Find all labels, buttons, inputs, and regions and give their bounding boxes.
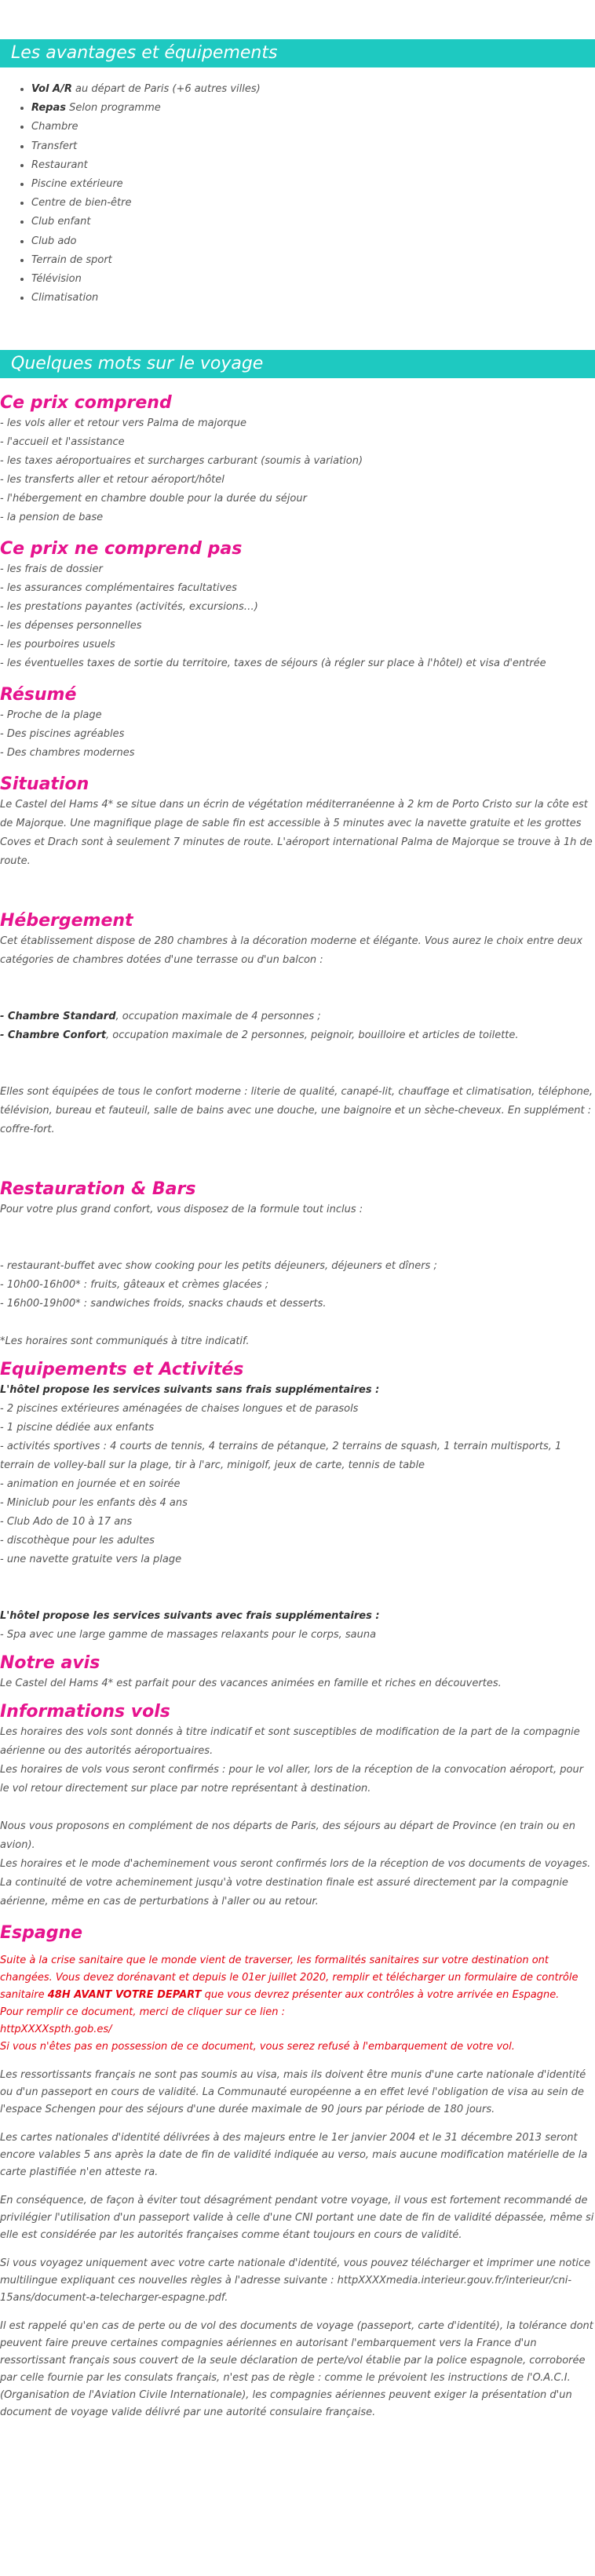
espagne-p5: Il est rappelé qu'en cas de perte ou de vol des documents de voyage (passeport, carte d'identité), la tolérance dont peuvent faire preuve certaines compagnies aériennes en autorisant l'embarquement vers la France d'un ressortissant français sous couvert de la seule déclaration de perte/vol établie par la police espagnole, corroborée par celle fournie par les consulats français, n'est pas de règle : comme le prévoient les instructions de l'O.A.C.I. (Organisation de l'Aviation Civile Internationale), les compagnies aériennes peuvent exiger la présentation d'un document de voyage valide délivré par une autorité consulaire française. [0,2320,593,2419]
espagne-p3: En conséquence, de façon à éviter tout désagrément pendant votre voyage, il vous est fortement recommandé de privilégier l'utilisation d'un passeport valide à celle d'une CNI portant une date de fin de validité dépassée, même si elle est considérée par les autorités françaises comme étant toujours en cours de validité. [0,2195,594,2242]
list-item: - Miniclub pour les enfants dès 4 ans [0,1497,188,1510]
list-item: - restaurant-buffet avec show cooking pour les petits déjeuners, déjeuners et dîners ; [0,1260,437,1273]
section-title-prix-comprend: Ce prix comprend [0,393,172,414]
equipements-free-heading: L'hôtel propose les services suivants sans frais supplémentaires : [0,1384,380,1397]
list-item: - la pension de base [0,512,104,524]
sanitary-warning: Si vous n'êtes pas en possession de ce document, vous serez refusé à l'embarquement de votre vol. [0,2041,515,2053]
infos-vols-p3c: La continuité de votre acheminement jusqu'à votre destination finale est assuré directement par la compagnie aérienne, même en cas de perturbations à l'aller ou au retour. [0,1877,568,1908]
list-item: • Piscine extérieure [31,175,595,194]
section-title-equipements: Equipements et Activités [0,1360,244,1380]
hebergement-intro: Cet établissement dispose de 280 chambres à la décoration moderne et élégante. Vous aurez le choix entre deux catégories de chambres dotées d'une terrasse ou d'un balcon : [0,935,583,967]
list-item: - l'hébergement en chambre double pour la durée du séjour [0,493,307,505]
section-title-avis: Notre avis [0,1653,100,1674]
situation-body [0,796,595,871]
hebergement-body [0,932,595,1139]
avis-body [0,1674,595,1693]
section-title-infos-vols: Informations vols [0,1702,170,1722]
list-item: • Transfert [31,137,595,156]
list-item: • Club enfant [31,213,595,231]
prix-comprend-list [0,414,595,527]
sanitary-link-label: Pour remplir ce document, merci de cliquer sur ce lien : [0,2006,285,2019]
section-title-prix-ne-comprend: Ce prix ne comprend pas [0,539,243,559]
voyage-header: Quelques mots sur le voyage [0,350,595,378]
list-item: - les éventuelles taxes de sortie du territoire, taxes de séjours (à régler sur place à l'hôtel) et visa d'entrée [0,658,546,670]
list-item: • Télévision [31,270,595,289]
section-title-situation: Situation [0,774,89,795]
sanitary-notice: Suite à la crise sanitaire que le monde vient de traverser, les formalités sanitaires sur votre destination ont changées. Vous devez dorénavant et depuis le 01er juillet 2020, remplir et télécharger un formulaire de contrôle sanitaire 48H AVANT VOTRE DEPART que vous devrez présenter aux contrôles à votre arrivée en Espagne. [0,1955,579,2002]
section-title-espagne: Espagne [0,1923,83,1944]
list-item: - Proche de la plage [0,709,102,722]
list-item: • Vol A/R au départ de Paris (+6 autres villes) [31,80,595,99]
list-item: • Terrain de sport [31,251,595,270]
infos-vols-body [0,1723,595,1911]
list-item: • Repas Selon programme [31,99,595,118]
restauration-intro: Pour votre plus grand confort, vous disposez de la formule tout inclus : [0,1204,363,1216]
list-item: - les vols aller et retour vers Palma de majorque [0,417,247,430]
list-item: - les frais de dossier [0,563,103,576]
list-item: - 10h00-16h00* : fruits, gâteaux et crèmes glacées ; [0,1279,269,1292]
top-spacer [0,0,595,39]
resume-list [0,706,595,763]
list-item: - Club Ado de 10 à 17 ans [0,1516,133,1528]
situation-text: Le Castel del Hams 4* se situe dans un écrin de végétation méditerranéenne à 2 km de Porto Cristo sur la côte est de Majorque. Une magnifique plage de sable fin est accessible à 5 minutes avec la navette gratuite et les grottes Coves et Drach sont à seulement 7 minutes de route. L'aéroport international Palma de Majorque se trouve à 1h de route. [0,799,593,868]
list-item: - Des piscines agréables [0,728,125,741]
advantages-list [0,80,595,308]
section-title-restauration: Restauration & Bars [0,1179,196,1200]
list-item: - les pourboires usuels [0,639,115,651]
room-item: - Chambre Standard, occupation maximale de 4 personnes ; [0,1011,321,1023]
list-item: - Spa avec une large gamme de massages relaxants pour le corps, sauna [0,1629,377,1641]
list-item: - les dépenses personnelles [0,620,142,632]
list-item: • Centre de bien-être [31,194,595,213]
list-item: - animation en journée et en soirée [0,1478,181,1491]
espagne-p4: Si vous voyagez uniquement avec votre carte nationale d'identité, vous pouvez télécharger et imprimer une notice multilingue expliquant ces nouvelles règles à l'adresse suivante : httpXXXXmedia.interieur.gouv.fr/interieur/cni-15ans/document-a-telecharger-espagne.pdf. [0,2257,591,2305]
section-title-resume: Résumé [0,685,77,705]
espagne-p2: Les cartes nationales d'identité délivrées à des majeurs entre le 1er janvier 2004 et le 31 décembre 2013 seront encore valables 5 ans après la date de fin de validité indiquée au verso, mais aucune modification matérielle de la carte plastifiée n'en atteste ra. [0,2132,588,2179]
advantages-header: Les avantages et équipements [0,39,595,67]
list-item: - Des chambres modernes [0,747,135,760]
sanitary-link[interactable]: httpXXXXspth.gob.es/ [0,2024,112,2036]
list-item: - une navette gratuite vers la plage [0,1554,182,1566]
equipements-paid-heading: L'hôtel propose les services suivants avec frais supplémentaires : [0,1610,380,1623]
list-item: - discothèque pour les adultes [0,1535,155,1547]
list-item: - activités sportives : 4 courts de tennis, 4 terrains de pétanque, 2 terrains de squash, 1 terrain multisports, 1 terrain de volley-ball sur la plage, tir à l'arc, minigolf, jeux de carte, tennis de table [0,1441,562,1472]
section-title-hebergement: Hébergement [0,911,133,931]
list-item: - les taxes aéroportuaires et surcharges carburant (soumis à variation) [0,455,363,468]
room-item: - Chambre Confort, occupation maximale de 2 personnes, peignoir, bouilloire et articles de toilette. [0,1029,519,1042]
list-item: - les transferts aller et retour aéroport/hôtel [0,474,224,486]
list-item: - 2 piscines extérieures aménagées de chaises longues et de parasols [0,1403,359,1416]
infos-vols-p2: Les horaires de vols vous seront confirmés : pour le vol aller, lors de la réception de la convocation aéroport, pour le vol retour directement sur place par notre représentant à destination. [0,1764,584,1795]
list-item: • Chambre [31,118,595,137]
restauration-note: *Les horaires sont communiqués à titre indicatif. [0,1335,250,1348]
infos-vols-p3b: Les horaires et le mode d'acheminement vous seront confirmés lors de la réception de vos documents de voyages. [0,1858,591,1871]
prix-ne-comprend-list [0,560,595,673]
infos-vols-p1: Les horaires des vols sont donnés à titre indicatif et sont susceptibles de modification de la part de la compagnie aérienne ou des autorités aéroportuaires. [0,1726,580,1758]
list-item: - l'accueil et l'assistance [0,436,125,449]
infos-vols-p3a: Nous vous proposons en complément de nos départs de Paris, des séjours au départ de Province (en train ou en avion). [0,1820,575,1852]
list-item: • Club ado [31,232,595,251]
list-item: - 1 piscine dédiée aux enfants [0,1422,155,1434]
avis-text: Le Castel del Hams 4* est parfait pour des vacances animées en famille et riches en découvertes. [0,1678,502,1690]
list-item: - les assurances complémentaires facultatives [0,582,237,595]
list-item: • Restaurant [31,156,595,175]
espagne-body [0,1952,595,2421]
equipements-body [0,1381,595,1645]
list-item: - les prestations payantes (activités, excursions…) [0,601,258,614]
list-item: • Climatisation [31,289,595,308]
hebergement-outro: Elles sont équipées de tous le confort moderne : literie de qualité, canapé-lit, chauffage et climatisation, téléphone, télévision, bureau et fauteuil, salle de bains avec une douche, une baignoire et un sèche-cheveux. En supplément : coffre-fort. [0,1086,593,1136]
restauration-body [0,1201,595,1351]
list-item: - 16h00-19h00* : sandwiches froids, snacks chauds et desserts. [0,1298,327,1310]
spacer [0,308,595,350]
espagne-p1: Les ressortissants français ne sont pas soumis au visa, mais ils doivent être munis d'une carte nationale d'identité ou d'un passeport en cours de validité. La Communauté européenne a en effet levé l'obligation de visa au sein de l'espace Schengen pour des séjours d'une durée maximale de 90 jours par période de 180 jours. [0,2069,586,2116]
